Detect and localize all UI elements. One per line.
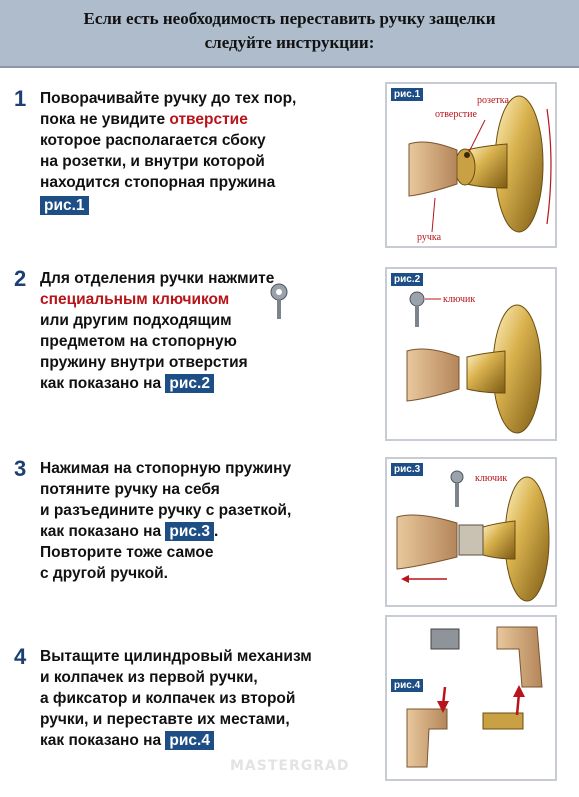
highlight-word: отверстие bbox=[169, 111, 248, 128]
highlight-line: специальным ключиком bbox=[40, 291, 230, 308]
text-line: и разъедините ручку с разеткой, bbox=[40, 502, 292, 519]
header-banner bbox=[0, 0, 579, 68]
text-line: Для отделения ручки нажмите bbox=[40, 270, 275, 287]
step-text bbox=[40, 458, 291, 584]
key-icon bbox=[268, 282, 290, 322]
watermark: MASTERGRAD bbox=[230, 758, 350, 774]
callout-rosette: розетка bbox=[477, 95, 509, 106]
step-text bbox=[40, 88, 296, 216]
text-line: как показано на bbox=[40, 375, 162, 392]
handle-illustration bbox=[387, 269, 555, 439]
parts-illustration bbox=[387, 617, 555, 779]
handle-illustration bbox=[387, 84, 555, 246]
text-line: пружину внутри отверстия bbox=[40, 354, 248, 371]
step-number: 4 bbox=[14, 644, 27, 669]
header-title-line1: Если есть необходимость переставить ручку защелки bbox=[83, 9, 496, 28]
step-text bbox=[40, 268, 274, 394]
text-line: Нажимая на стопорную пружину bbox=[40, 460, 292, 477]
text-line: и колпачек из первой ручки, bbox=[40, 669, 258, 686]
callout-hole: отверстие bbox=[435, 109, 477, 120]
figure-3 bbox=[385, 457, 557, 607]
text-line: Вытащите цилиндровый механизм bbox=[40, 648, 312, 665]
figure-label: рис.4 bbox=[391, 679, 423, 692]
header-title-line2: следуйте инструкции: bbox=[204, 33, 375, 52]
text-line: ручки, и переставте их местами, bbox=[40, 711, 290, 728]
figure-2 bbox=[385, 267, 557, 441]
text-line: с другой ручкой. bbox=[40, 565, 168, 582]
figure-ref-badge: рис.4 bbox=[165, 731, 214, 750]
figure-label: рис.3 bbox=[391, 463, 423, 476]
text-line: пока не увидите bbox=[40, 111, 166, 128]
text-line: а фиксатор и колпачек из второй bbox=[40, 690, 296, 707]
handle-illustration bbox=[387, 459, 555, 605]
step-number: 2 bbox=[14, 266, 27, 291]
callout-handle: ручка bbox=[417, 232, 442, 243]
figure-1 bbox=[385, 82, 557, 248]
text-line: как показано на bbox=[40, 523, 162, 540]
callout-key: ключик bbox=[443, 294, 476, 305]
figure-ref-badge: рис.2 bbox=[165, 374, 214, 393]
text-line: потяните ручку на себя bbox=[40, 481, 220, 498]
text-line: как показано на bbox=[40, 732, 162, 749]
text-line: которое располагается сбоку bbox=[40, 132, 266, 149]
text-line: или другим подходящим bbox=[40, 312, 232, 329]
text-line: предметом на стопорную bbox=[40, 333, 237, 350]
figure-ref-badge: рис.3 bbox=[165, 522, 214, 541]
text-line: находится стопорная пружина bbox=[40, 174, 276, 191]
text-line: Поворачивайте ручку до тех пор, bbox=[40, 90, 297, 107]
figure-ref-badge: рис.1 bbox=[40, 196, 89, 215]
text-line: Повторите тоже самое bbox=[40, 544, 214, 561]
step-number: 1 bbox=[14, 86, 27, 111]
callout-key: ключик bbox=[475, 473, 508, 484]
figure-label: рис.1 bbox=[391, 88, 423, 101]
step-number: 3 bbox=[14, 456, 27, 481]
figure-4 bbox=[385, 615, 557, 781]
step-text bbox=[40, 646, 312, 751]
text-line: на розетки, и внутри которой bbox=[40, 153, 265, 170]
figure-label: рис.2 bbox=[391, 273, 423, 286]
text-line: . bbox=[213, 523, 219, 540]
